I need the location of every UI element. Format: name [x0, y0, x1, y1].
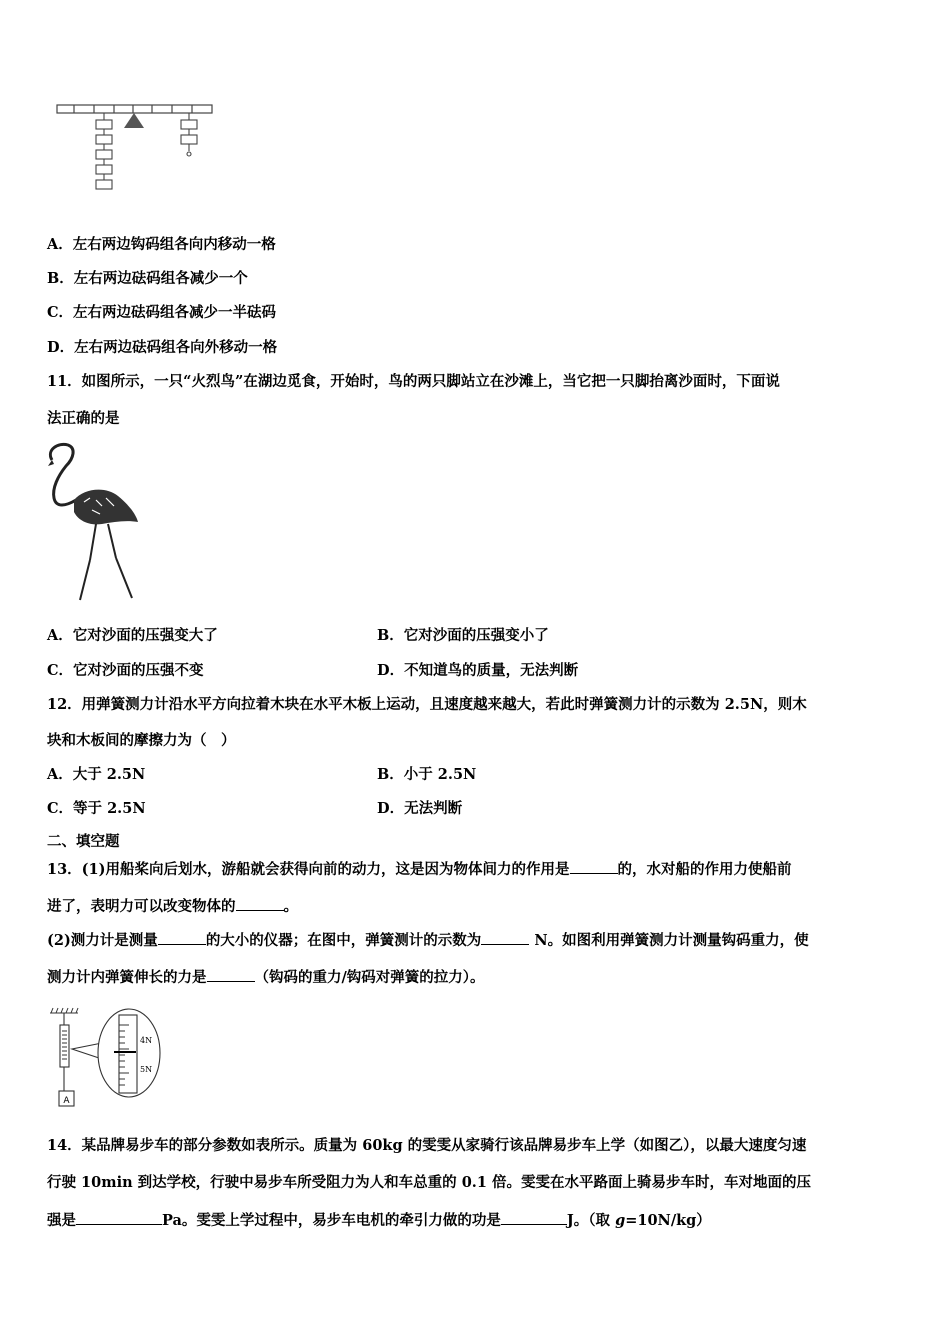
q11-stem-line2: 法正确的是	[47, 410, 120, 427]
q14-g-symbol: g	[615, 1212, 626, 1229]
q12-stem-line2: 块和木板间的摩擦力为（ ）	[47, 732, 236, 749]
q12-stem-line1: 12．用弹簧测力计沿水平方向拉着木块在水平木板上运动，且速度越来越大，若此时弹簧测力计的示数为 2.5N，则木	[47, 696, 807, 713]
q13-part2-line1	[47, 930, 809, 951]
flamingo-neck	[50, 444, 76, 505]
fulcrum-icon	[124, 113, 144, 128]
q14-line3	[47, 1210, 711, 1231]
flamingo-legs	[80, 524, 132, 600]
q11-option-a: A．它对沙面的压强变大了	[47, 627, 218, 644]
q10-option-c: C．左右两边砝码组各减少一半砝码	[47, 304, 277, 321]
q14-line2: 行驶 10min 到达学校，行驶中易步车所受阻力为人和车总重的 0.1 倍。雯雯在水平路面上骑易步车时，车对地面的压	[47, 1174, 811, 1191]
section-title: 二、填空题	[47, 833, 120, 850]
q14-text: J。（取	[566, 1212, 616, 1229]
q13-text: 的大小的仪器；在图中，弹簧测计的示数为	[205, 932, 482, 949]
q10-option-d: D．左右两边砝码组各向外移动一格	[47, 339, 278, 356]
q11-option-d: D．不知道鸟的质量，无法判断	[377, 662, 579, 679]
lever-figure	[52, 100, 222, 195]
flamingo-figure	[44, 440, 144, 605]
q10-option-a: A．左右两边钩码组各向内移动一格	[47, 236, 276, 253]
answer-blank[interactable]	[570, 859, 618, 874]
q12-option-d: D．无法判断	[377, 800, 463, 817]
answer-blank[interactable]	[158, 930, 206, 945]
flamingo-beak	[48, 460, 54, 466]
answer-blank[interactable]	[236, 896, 284, 911]
q12-option-b: B．小于 2.5N	[377, 766, 477, 783]
q14-text: 强是	[47, 1212, 76, 1229]
left-weights	[96, 113, 112, 189]
q13-part2-line2	[47, 967, 485, 988]
ceiling-hatch	[50, 1008, 78, 1013]
q13-text: 进了，表明力可以改变物体的	[47, 898, 236, 915]
q13-text: 。	[283, 898, 298, 915]
q12-option-a: A．大于 2.5N	[47, 766, 146, 783]
q13-text: (2)测力计是测量	[47, 932, 158, 949]
scale-label-4n: 4N	[140, 1036, 153, 1045]
q13-part1-line2	[47, 896, 298, 917]
q13-text: 的，水对船的作用力使船前	[617, 861, 792, 878]
q14-text: =10N/kg）	[625, 1212, 711, 1229]
answer-blank[interactable]	[501, 1210, 567, 1225]
flamingo-body	[74, 490, 138, 525]
right-weights	[181, 113, 197, 156]
q13-text: （钩码的重力/钩码对弹簧的拉力）。	[254, 969, 485, 986]
magnifier-callout	[72, 1009, 160, 1097]
q13-text: 13．(1)用船桨向后划水，游船就会获得向前的动力，这是因为物体间力的作用是	[47, 861, 570, 878]
q13-text: 测力计内弹簧伸长的力是	[47, 969, 207, 986]
q11-stem-line1: 11．如图所示，一只“火烈鸟”在湖边觅食，开始时，鸟的两只脚站立在沙滩上，当它把一只脚抬离沙面时，下面说	[47, 373, 780, 390]
q11-option-c: C．它对沙面的压强不变	[47, 662, 204, 679]
q12-option-c: C．等于 2.5N	[47, 800, 146, 817]
spring-scale-body	[59, 1013, 74, 1106]
spring-scale-figure	[44, 1005, 164, 1113]
answer-blank[interactable]	[481, 930, 529, 945]
q13-text: N。如图利用弹簧测力计测量钩码重力，使	[529, 932, 809, 949]
q14-text: Pa。雯雯上学过程中，易步车电机的牵引力做的功是	[162, 1212, 501, 1229]
weight-label: A	[63, 1096, 70, 1106]
q14-line1: 14．某品牌易步车的部分参数如表所示。质量为 60kg 的雯雯从家骑行该品牌易步车上学（如图乙），以最大速度匀速	[47, 1137, 807, 1154]
answer-blank[interactable]	[207, 967, 255, 982]
lever-beam	[57, 105, 212, 113]
q10-option-b: B．左右两边砝码组各减少一个	[47, 270, 248, 287]
q13-part1-line1	[47, 859, 792, 880]
answer-blank[interactable]	[76, 1210, 162, 1225]
q11-option-b: B．它对沙面的压强变小了	[377, 627, 549, 644]
scale-label-5n: 5N	[140, 1065, 153, 1074]
